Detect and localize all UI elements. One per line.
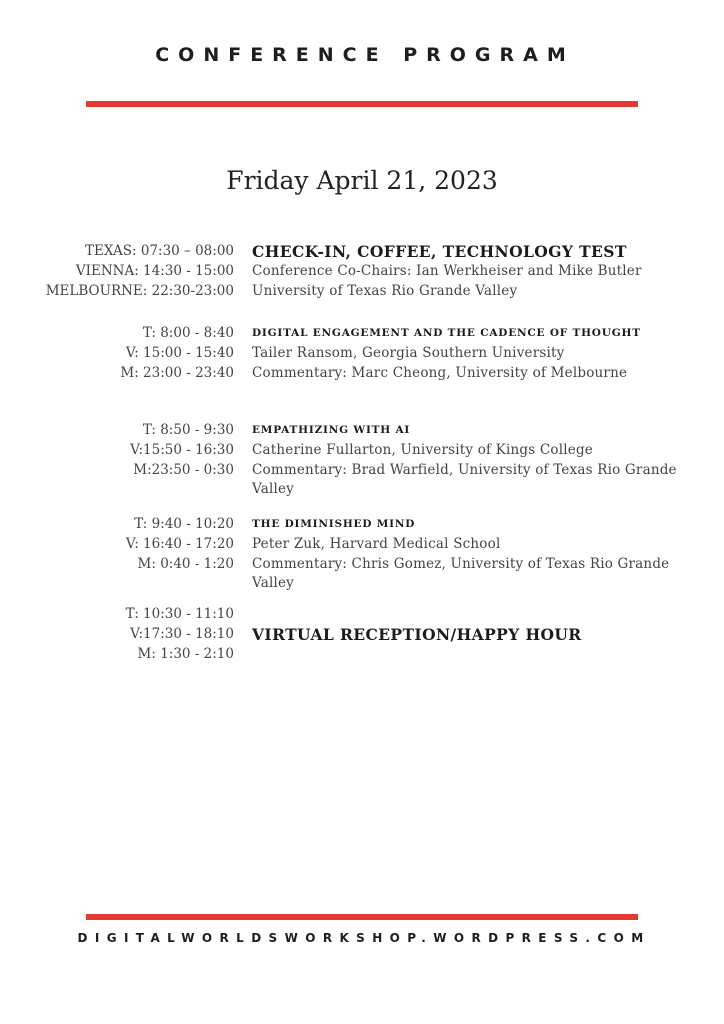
session-details [252,515,692,594]
time-texas: T: 10:30 - 11:10 [125,606,234,622]
session-details [252,242,692,301]
session-line: Peter Zuk, Harvard Medical School [252,535,501,552]
session-times [46,242,234,301]
session-title: THE DIMINISHED MIND [252,518,416,530]
session-line: Catherine Fullarton, University of Kings College [252,441,593,458]
date-heading: Friday April 21, 2023 [226,166,498,195]
page-title: CONFERENCE PROGRAM [155,44,575,66]
session-details [252,421,692,500]
time-vienna: V:17:30 - 18:10 [130,625,234,642]
time-texas: TEXAS: 07:30 – 08:00 [85,243,234,259]
session-times [130,421,234,480]
session-line: Conference Co-Chairs: Ian Werkheiser and Mike Butler [252,262,642,279]
time-texas: T: 9:40 - 10:20 [134,516,234,532]
session-line: University of Texas Rio Grande Valley [252,282,518,299]
session-title: VIRTUAL RECEPTION/HAPPY HOUR [252,625,582,644]
session-details [252,625,692,645]
session-times [120,324,234,383]
session-details [252,324,692,383]
session-title: DIGITAL ENGAGEMENT AND THE CADENCE OF THOUGHT [252,327,641,339]
footer-website[interactable]: DIGITALWORLDSWORKSHOP.WORDPRESS.COM [77,931,651,945]
time-texas: T: 8:50 - 9:30 [142,422,234,438]
bottom-divider [86,914,638,920]
time-vienna: V: 15:00 - 15:40 [125,344,234,361]
session-line: Tailer Ransom, Georgia Southern University [252,344,565,361]
time-texas: T: 8:00 - 8:40 [142,325,234,341]
session-times [126,605,234,664]
time-vienna: VIENNA: 14:30 - 15:00 [75,262,234,279]
time-melbourne: M:23:50 - 0:30 [133,461,234,478]
time-melbourne: M: 23:00 - 23:40 [120,364,234,381]
session-line: Commentary: Marc Cheong, University of Melbourne [252,364,628,381]
time-melbourne: M: 1:30 - 2:10 [137,645,234,662]
time-vienna: V:15:50 - 16:30 [130,441,234,458]
session-times [126,515,234,574]
session-title: CHECK-IN, COFFEE, TECHNOLOGY TEST [252,242,627,261]
session-line: Commentary: Chris Gomez, University of Texas Rio Grande Valley [252,555,670,592]
time-vienna: V: 16:40 - 17:20 [125,535,234,552]
time-melbourne: M: 0:40 - 1:20 [137,555,234,572]
time-melbourne: MELBOURNE: 22:30-23:00 [45,282,234,299]
session-line: Commentary: Brad Warfield, University of Texas Rio Grande Valley [252,461,677,498]
session-title: EMPATHIZING WITH AI [252,424,411,436]
top-divider [86,101,638,107]
